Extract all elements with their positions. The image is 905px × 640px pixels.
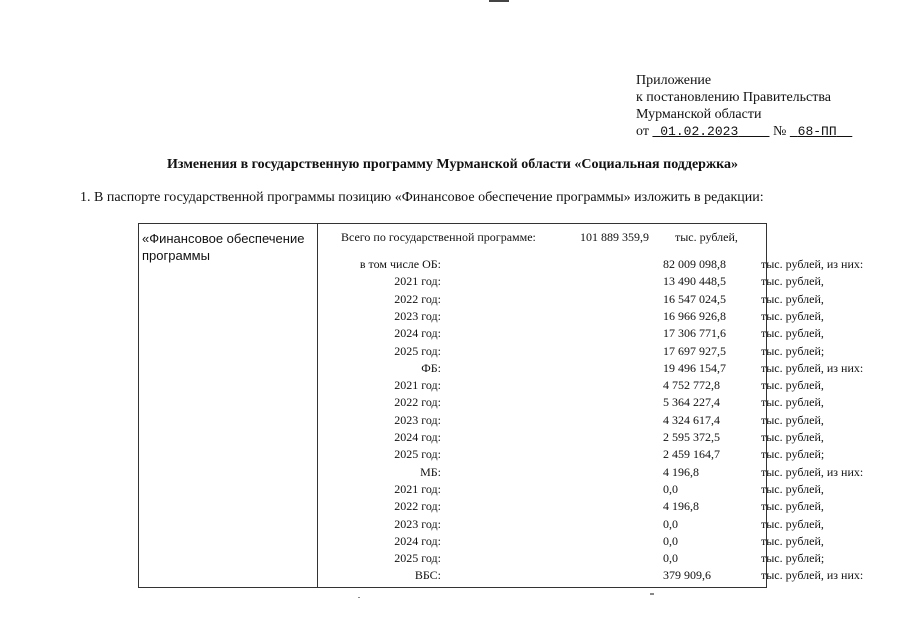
appendix-line-1: Приложение [636, 73, 712, 88]
row-unit: тыс. рублей, [761, 378, 824, 393]
table-row [319, 430, 824, 447]
table-left-label: «Финансовое обеспечение программы [142, 231, 305, 263]
table-row [319, 378, 824, 395]
row-label: 2022 год: [394, 499, 441, 514]
row-label: 2021 год: [394, 274, 441, 289]
row-unit: тыс. рублей, [761, 274, 824, 289]
row-unit: тыс. рублей, [761, 533, 824, 548]
number-prefix: № [772, 124, 787, 139]
row-label: ФБ: [421, 360, 441, 375]
row-value: 4 752 772,8 [663, 378, 720, 393]
appendix-line-3: Мурманской области [636, 107, 762, 122]
table-row [319, 481, 824, 499]
total-label: Всего по государственной программе: [341, 230, 536, 244]
row-unit: тыс. рублей, [761, 308, 824, 323]
row-value: 0,0 [663, 551, 678, 566]
row-unit: тыс. рублей, [761, 326, 824, 341]
row-label: 2021 год: [394, 378, 441, 393]
total-unit: тыс. рублей, [675, 230, 738, 244]
row-label: ВБС: [414, 568, 441, 583]
row-unit: тыс. рублей, из них: [761, 568, 864, 583]
scan-mark [489, 0, 509, 2]
row-value: 19 496 154,7 [663, 360, 726, 375]
document-heading: Изменения в государственную программу Мурманской области «Социальная поддержка» [167, 157, 738, 172]
row-value: 0,0 [663, 481, 678, 496]
row-label: 2024 год: [394, 326, 441, 341]
row-unit: тыс. рублей, [761, 412, 824, 427]
table-row [319, 274, 824, 291]
row-value: 17 697 927,5 [663, 343, 726, 358]
table-row [319, 533, 824, 551]
row-label: 2024 год: [394, 430, 441, 444]
financing-table [138, 223, 864, 588]
row-label: 2024 год: [394, 533, 441, 548]
row-label: 2022 год: [394, 291, 441, 306]
row-value: 4 196,8 [663, 499, 699, 514]
row-label: 2022 год: [394, 395, 441, 410]
row-value: 0,0 [663, 533, 678, 548]
document-number: 68-ПП [797, 124, 837, 139]
row-value: 4 196,8 [663, 464, 699, 479]
row-unit: тыс. рублей; [761, 551, 825, 566]
row-value: 2 595 372,5 [663, 430, 720, 444]
table-row [319, 343, 825, 361]
row-unit: тыс. рублей, [761, 481, 824, 496]
row-value: 82 009 098,8 [663, 257, 726, 271]
row-label: 2025 год: [394, 447, 441, 462]
row-unit: тыс. рублей, [761, 291, 824, 306]
table-row [319, 568, 864, 585]
row-value: 17 306 771,6 [663, 326, 726, 341]
row-value: 16 966 926,8 [663, 308, 726, 323]
document-date: 01.02.2023 [660, 124, 739, 139]
row-unit: тыс. рублей; [761, 343, 825, 358]
table-row [319, 257, 864, 274]
row-unit: тыс. рублей, [761, 395, 824, 410]
row-label: 2025 год: [394, 551, 441, 566]
row-label: 2023 год: [394, 516, 441, 531]
row-label: 2023 год: [394, 308, 441, 323]
row-unit: тыс. рублей, [761, 430, 824, 444]
row-value: 0,0 [663, 516, 678, 531]
appendix-block [636, 72, 852, 140]
row-unit: тыс. рублей; [761, 447, 825, 462]
appendix-line-2: к постановлению Правительства [636, 90, 832, 105]
row-value: 379 909,6 [663, 568, 711, 583]
row-value: 5 364 227,4 [663, 395, 720, 410]
row-value: 2 459 164,7 [663, 447, 720, 462]
row-label: 2025 год: [394, 343, 441, 358]
row-label: 2023 год: [394, 412, 441, 427]
scan-speck [358, 597, 360, 598]
table-row [319, 447, 825, 464]
table-row [319, 326, 824, 343]
table-row [319, 308, 824, 326]
row-unit: тыс. рублей, [761, 499, 824, 514]
total-value: 101 889 359,9 [580, 230, 649, 244]
row-unit: тыс. рублей, из них: [761, 257, 864, 271]
table-row [319, 395, 824, 412]
appendix-date-line [636, 123, 852, 140]
row-label: в том числе ОБ: [359, 257, 441, 271]
table-row [319, 412, 824, 430]
row-label: 2021 год: [394, 481, 441, 496]
row-unit: тыс. рублей, из них: [761, 360, 864, 375]
row-unit: тыс. рублей, из них: [761, 464, 864, 479]
paragraph-1: 1. В паспорте государственной программы позицию «Финансовое обеспечение программы» изложить в редакции: [80, 190, 764, 205]
table-row [319, 516, 824, 534]
table-row [319, 499, 824, 516]
row-value: 4 324 617,4 [663, 412, 720, 427]
table-row [319, 360, 864, 378]
row-label: МБ: [420, 464, 441, 479]
scan-speck [650, 593, 654, 595]
row-value: 13 490 448,5 [663, 274, 726, 289]
table-row [319, 551, 825, 568]
table-divider [317, 224, 318, 587]
table-row [319, 464, 864, 482]
table-row [319, 291, 824, 309]
date-prefix: от [636, 124, 649, 139]
row-unit: тыс. рублей, [761, 516, 824, 531]
row-value: 16 547 024,5 [663, 291, 726, 306]
